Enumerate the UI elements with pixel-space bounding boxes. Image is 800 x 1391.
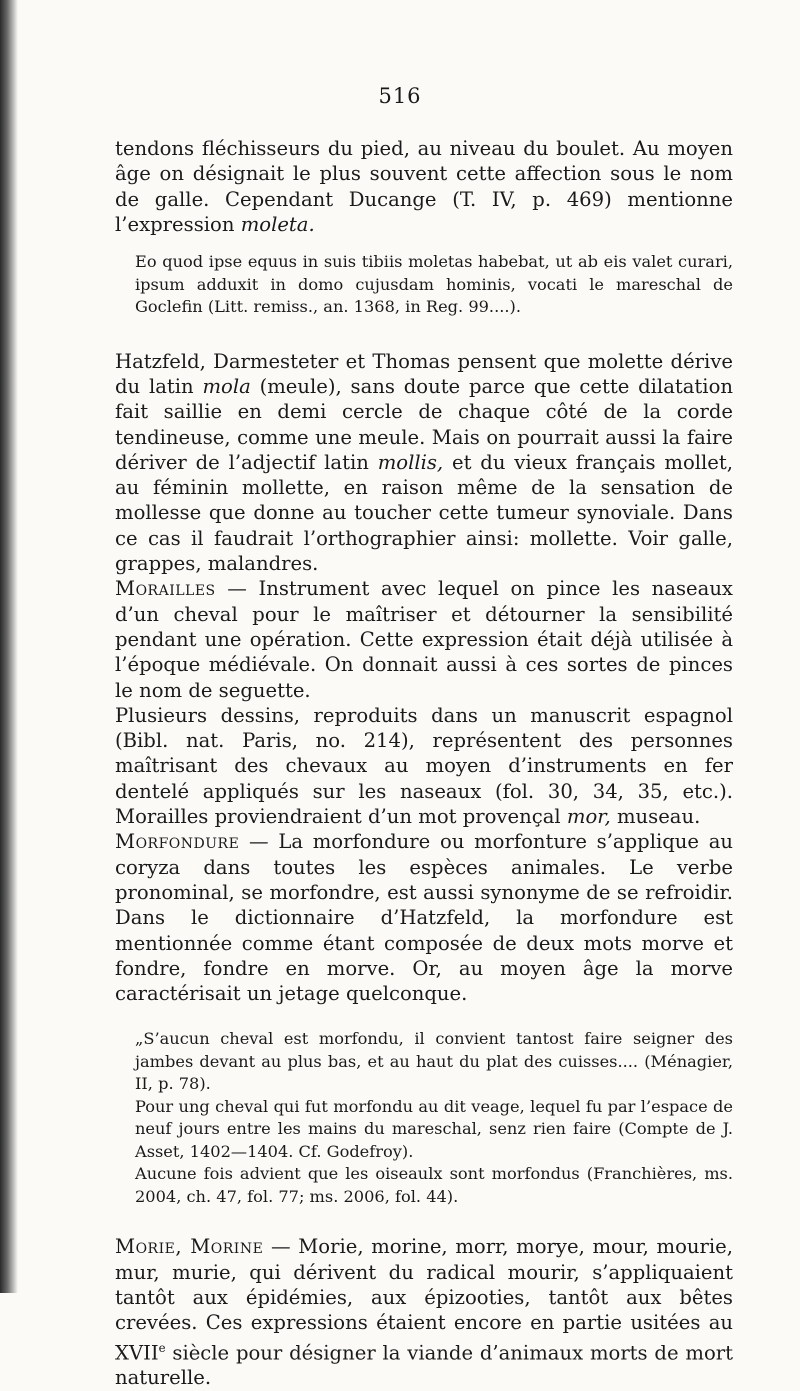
entry-heading-morfondure: Morfondure (115, 830, 240, 854)
entry-morailles: Morailles — Instrument avec lequel on pince les naseaux d’un cheval pour le maîtriser et détourner la sensibilité pendant une opération. Cette expression était déjà utilisée à l’époque médiévale. On donnait aussi à ces sortes de pinces le nom de seguette. (115, 577, 733, 702)
term-moleta: moleta. (240, 212, 315, 236)
page-content (115, 136, 733, 1391)
quote-morfondure: „S’aucun cheval est morfondu, il convient tantost faire seigner des jambes devant au plus bas, et au haut du plat des cuisses.... (Ménagier, II, p. 78). Pour ung cheval qui fut morfondu au dit veage, lequel fu par l’espace de neuf jours entre les mains du mareschal, senz rien faire (Compte de J. Asset, 1402—1404. Cf. Godefroy). Aucune fois advient que les oiseaulx sont morfondus (Franchières, ms. 2004, ch. 47, fol. 77; ms. 2006, fol. 44). (135, 1029, 733, 1206)
paragraph-morailles-2: Plusieurs dessins, reproduits dans un manuscrit espagnol (Bibl. nat. Paris, no. 214), représentent des personnes maîtrisant des chevaux au moyen d’instruments en fer dentelé appliqués sur les naseaux (fol. 30, 34, 35, etc.). Morailles proviendraient d’un mot provençal mor, museau. (115, 703, 733, 829)
paragraph-hatzfeld: Hatzfeld, Darmesteter et Thomas pensent que molette dérive du latin mola (meule), sans doute parce que cette dilatation fait saillie en demi cercle de chaque côté de la corde tendineuse, comme une meule. Mais on pourrait aussi la faire dériver de l’adjectif latin mollis, et du vieux français mollet, au féminin mollette, en raison même de la sensation de mollesse que donne au toucher cette tumeur synoviale. Dans ce cas il faudrait l’orthographier ainsi: mollette. Voir galle, grappes, malandres. (115, 349, 734, 576)
entry-heading-morailles: Morailles (115, 577, 216, 601)
entry-heading-morie: Morie, Morine (115, 1235, 264, 1259)
quote-ducange: Eo quod ipse equus in suis tibiis moletas habebat, ut ab eis valet curari, ipsum adduxit in domo cujusdam hominis, vocati le mareschal de Goclefin (Litt. remiss., an. 1368, in Reg. 99....). (135, 252, 733, 317)
paragraph-molette-end: tendons fléchisseurs du pied, au niveau du boulet. Au moyen âge on désignait le plus souvent cette affection sous le nom de galle. Cependant Ducange (T. IV, p. 469) mentionne l’expression moleta. (115, 137, 733, 236)
entry-morie: Morie, Morine — Morie, morine, morr, morye, mour, mourie, mur, murie, qui dérivent du radical mourir, s’appliquaient tantôt aux épidémies, aux épizooties, tantôt aux bêtes crevées. Ces expressions étaient encore en partie usitées au XVIIe siècle pour désigner la viande d’animaux morts de mort naturelle. (115, 1235, 734, 1390)
page-number: 516 (378, 84, 422, 108)
page-binding-shadow (0, 0, 18, 1293)
entry-morfondure: Morfondure — La morfondure ou morfonture s’applique au coryza dans toutes les espèces animales. Le verbe pronominal, se morfondre, est aussi synonyme de se refroidir. Dans le dictionnaire d’Hatzfeld, la morfondure est mentionnée comme étant composée de deux mots morve et fondre, fondre en morve. Or, au moyen âge la morve caractérisait un jetage quelconque. (115, 830, 733, 1006)
